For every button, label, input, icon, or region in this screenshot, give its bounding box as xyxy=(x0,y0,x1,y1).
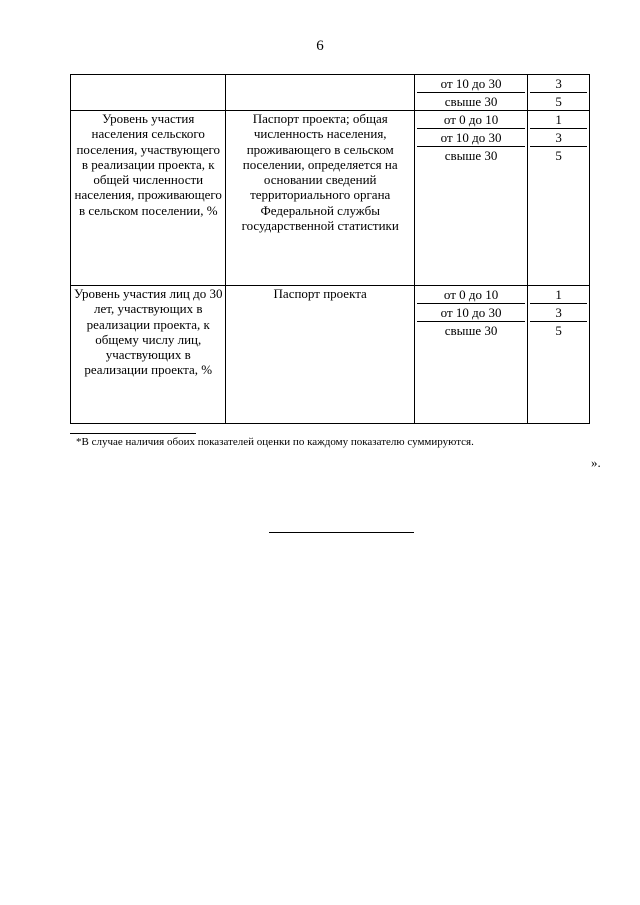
footnote-divider xyxy=(70,433,196,434)
ranges-cell xyxy=(414,111,527,286)
score-value: 1 xyxy=(530,111,587,129)
score-value: 5 xyxy=(555,148,562,163)
score-value: 1 xyxy=(530,286,587,304)
source-cell: Паспорт проекта; общая численность населения, проживающего в сельском поселении, определяется на основании сведений территориального органа Федеральной службы государственной статистики xyxy=(226,111,414,286)
page-number: 6 xyxy=(316,38,324,54)
range-value: свыше 30 xyxy=(444,94,498,109)
criteria-table xyxy=(70,74,590,424)
ranges-cell xyxy=(414,75,527,111)
score-value: 3 xyxy=(530,129,587,147)
end-of-document-rule xyxy=(269,532,414,533)
range-value: от 0 до 10 xyxy=(417,286,525,304)
footnote: *В случае наличия обоих показателей оценки по каждому показателю суммируются. xyxy=(76,436,474,448)
indicator-cell xyxy=(71,75,226,111)
indicator-cell: Уровень участия населения сельского поселения, участвующего в реализации проекта, к общей численности населения, проживающего в сельском поселении, % xyxy=(71,111,226,286)
ranges-cell xyxy=(414,286,527,424)
range-value: от 0 до 10 xyxy=(417,111,525,129)
table-row xyxy=(71,111,590,286)
table-row xyxy=(71,75,590,111)
source-cell xyxy=(226,75,414,111)
range-value: от 10 до 30 xyxy=(417,75,525,93)
range-value: от 10 до 30 xyxy=(417,129,525,147)
scores-cell xyxy=(528,75,590,111)
scores-cell xyxy=(528,111,590,286)
range-value: свыше 30 xyxy=(444,323,498,338)
range-value: от 10 до 30 xyxy=(417,304,525,322)
score-value: 5 xyxy=(555,94,562,109)
score-value: 5 xyxy=(555,323,562,338)
source-cell: Паспорт проекта xyxy=(226,286,414,424)
closing-quote: ». xyxy=(591,455,601,470)
indicator-cell: Уровень участия лиц до 30 лет, участвующих в реализации проекта, к общему числу лиц, участвующих в реализации проекта, % xyxy=(71,286,226,424)
table-row xyxy=(71,286,590,424)
scores-cell xyxy=(528,286,590,424)
score-value: 3 xyxy=(530,75,587,93)
range-value: свыше 30 xyxy=(444,148,498,163)
score-value: 3 xyxy=(530,304,587,322)
